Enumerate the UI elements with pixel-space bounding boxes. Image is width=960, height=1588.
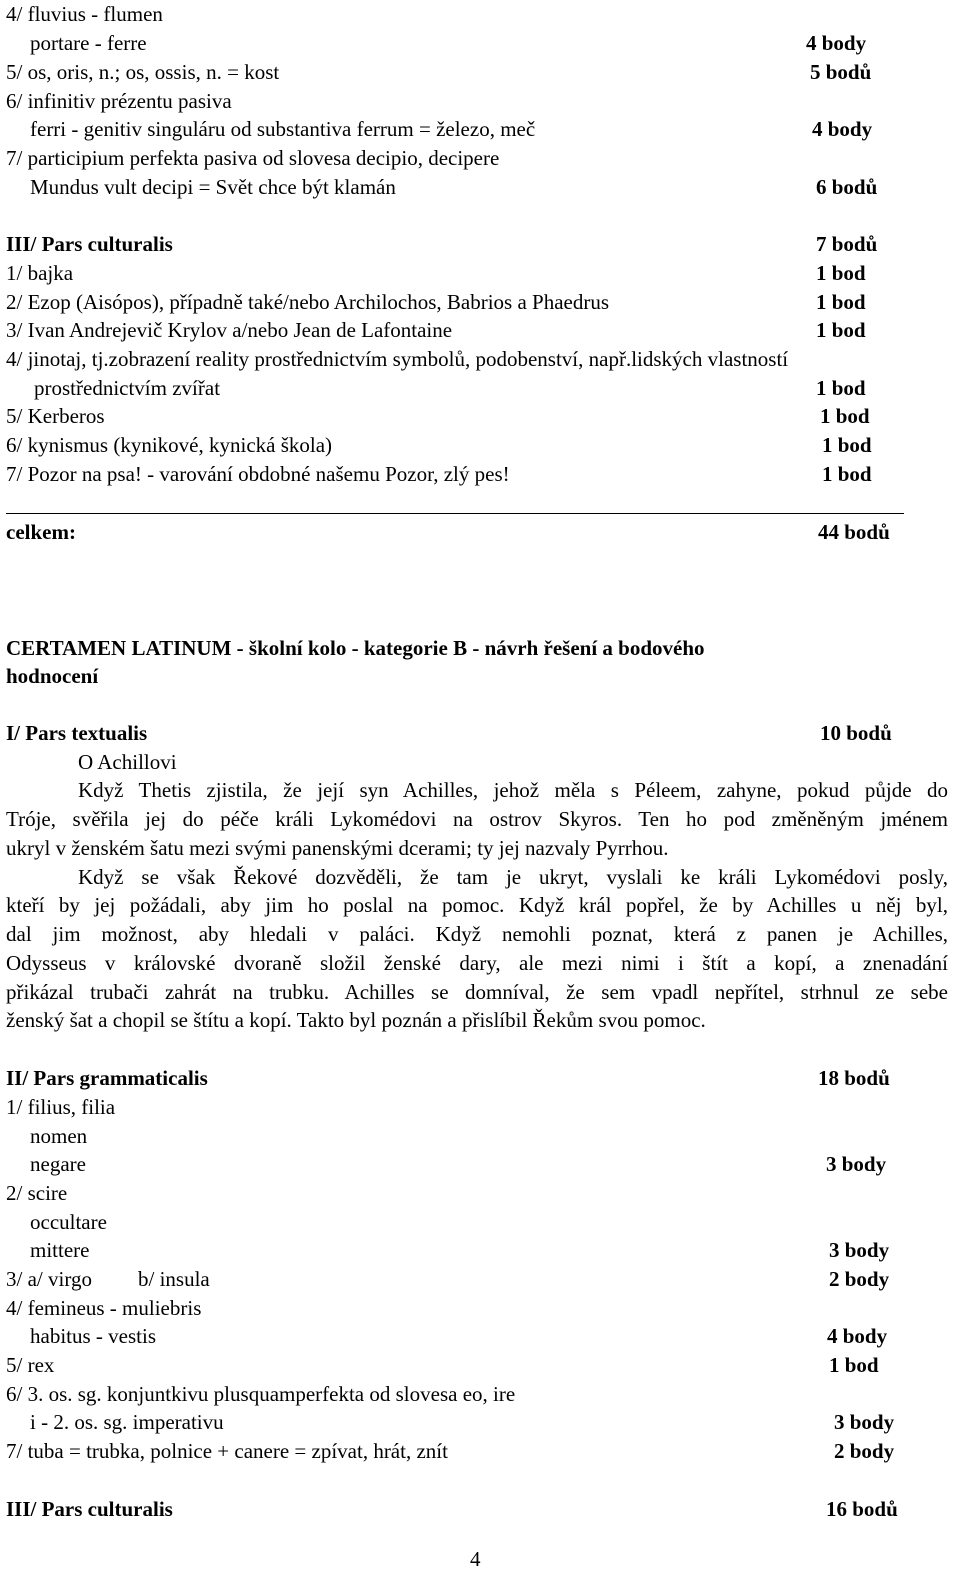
summary-value: 44 bodů [818,520,890,544]
points-label: 6 bodů [816,175,878,199]
answer-line: 7/ participium perfekta pasiva od slovesa decipio, decipere [6,146,500,170]
points-label: 1 bod [816,290,866,314]
points-label: 1 bod [820,404,870,428]
translation-line: kteří by jej požádali, aby jim ho poslal na pomoc. Když král popřel, že by Achilles u něj byl, [6,893,948,917]
points-label: 1 bod [816,318,866,342]
points-label: 1 bod [822,433,872,457]
answer-line: 5/ Kerberos [6,404,105,428]
points-label: 1 bod [829,1353,879,1377]
answer-line: habitus - vestis [30,1324,156,1348]
answer-line: ferri - genitiv singuláru od substantiva ferrum = železo, meč [30,117,536,141]
points-label: 1 bod [816,376,866,400]
points-label: 5 bodů [810,60,872,84]
answer-line: 6/ 3. os. sg. konjuntkivu plusquamperfekta od slovesa eo, ire [6,1382,516,1406]
answer-line: 7/ Pozor na psa! - varování obdobné našemu Pozor, zlý pes! [6,462,510,486]
answer-line: 1/ bajka [6,261,74,285]
page-number: 4 [470,1547,481,1571]
summary-label: celkem: [6,520,76,544]
answer-line: nomen [30,1124,88,1148]
answer-line: 4/ fluvius - flumen [6,2,163,26]
points-label: 1 bod [816,261,866,285]
section-heading: II/ Pars grammaticalis [6,1066,208,1090]
answer-line: 4/ jinotaj, tj.zobrazení reality prostřednictvím symbolů, podobenství, např.lidských vlastností [6,347,789,371]
points-label: 3 body [826,1152,887,1176]
translation-line: Když se však Řekové dozvěděli, že tam je ukryt, vyslali ke králi Lykomédovi posly, [78,865,948,889]
points-label: 2 body [834,1439,895,1463]
answer-line: mittere [30,1238,90,1262]
section-points: 10 bodů [820,721,892,745]
answer-line: 7/ tuba = trubka, polnice + canere = zpívat, hrát, znít [6,1439,448,1463]
points-label: 2 body [829,1267,890,1291]
section-heading: III/ Pars culturalis [6,232,173,256]
answer-line: 3/ Ivan Andrejevič Krylov a/nebo Jean de Lafontaine [6,318,453,342]
answer-line: i - 2. os. sg. imperativu [30,1410,224,1434]
answer-line: b/ insula [138,1267,210,1291]
answer-line: 4/ femineus - muliebris [6,1296,202,1320]
points-label: 4 body [812,117,873,141]
points-label: 3 body [834,1410,895,1434]
section-points: 18 bodů [818,1066,890,1090]
answer-line: 6/ infinitiv prézentu pasiva [6,89,232,113]
answer-line: 2/ Ezop (Aisópos), případně také/nebo Archilochos, Babrios a Phaedrus [6,290,610,314]
points-label: 4 body [827,1324,888,1348]
points-label: 1 bod [822,462,872,486]
section-points: 7 bodů [816,232,878,256]
translation-line: dal jim možnost, aby hledali v paláci. Když nemohli poznat, která z panen je Achilles, [6,922,948,946]
answer-line: prostřednictvím zvířat [34,376,221,400]
translation-title: O Achillovi [78,750,177,774]
section-points: 16 bodů [826,1497,898,1521]
answer-line: negare [30,1152,86,1176]
answer-line: Mundus vult decipi = Svět chce být klamán [30,175,396,199]
answer-line: 5/ os, oris, n.; os, ossis, n. = kost [6,60,280,84]
answer-line: 5/ rex [6,1353,55,1377]
answer-line: 3/ a/ virgo [6,1267,92,1291]
page-title: CERTAMEN LATINUM - školní kolo - kategorie B - návrh řešení a bodového [6,636,705,660]
summary-divider [6,513,904,514]
answer-line: 1/ filius, filia [6,1095,116,1119]
translation-line: Odysseus v královské dvoraně složil ženské dary, ale mezi nimi i štít a kopí, a znenadání [6,951,948,975]
translation-line: ukryl v ženském šatu mezi svými panenskými dcerami; ty jej nazvaly Pyrrhou. [6,836,669,860]
points-label: 4 body [806,31,867,55]
section-heading: I/ Pars textualis [6,721,148,745]
translation-line: přikázal trubači zahrát na trubku. Achilles se domníval, že sem vpadl nepřítel, strhnul ze sebe [6,980,948,1004]
answer-line: portare - ferre [30,31,147,55]
answer-line: 2/ scire [6,1181,68,1205]
translation-line: ženský šat a chopil se štítu a kopí. Takto byl poznán a přislíbil Řekům svou pomoc. [6,1008,706,1032]
translation-line: Tróje, svěřila jej do péče králi Lykomédovi na ostrov Skyros. Ten ho pod změněným jménem [6,807,948,831]
translation-line: Když Thetis zjistila, že její syn Achilles, jehož měla s Péleem, zahyne, pokud půjde do [78,778,948,802]
answer-line: 6/ kynismus (kynikové, kynická škola) [6,433,333,457]
section-heading: III/ Pars culturalis [6,1497,173,1521]
page-title-continuation: hodnocení [6,664,99,688]
answer-line: occultare [30,1210,107,1234]
points-label: 3 body [829,1238,890,1262]
